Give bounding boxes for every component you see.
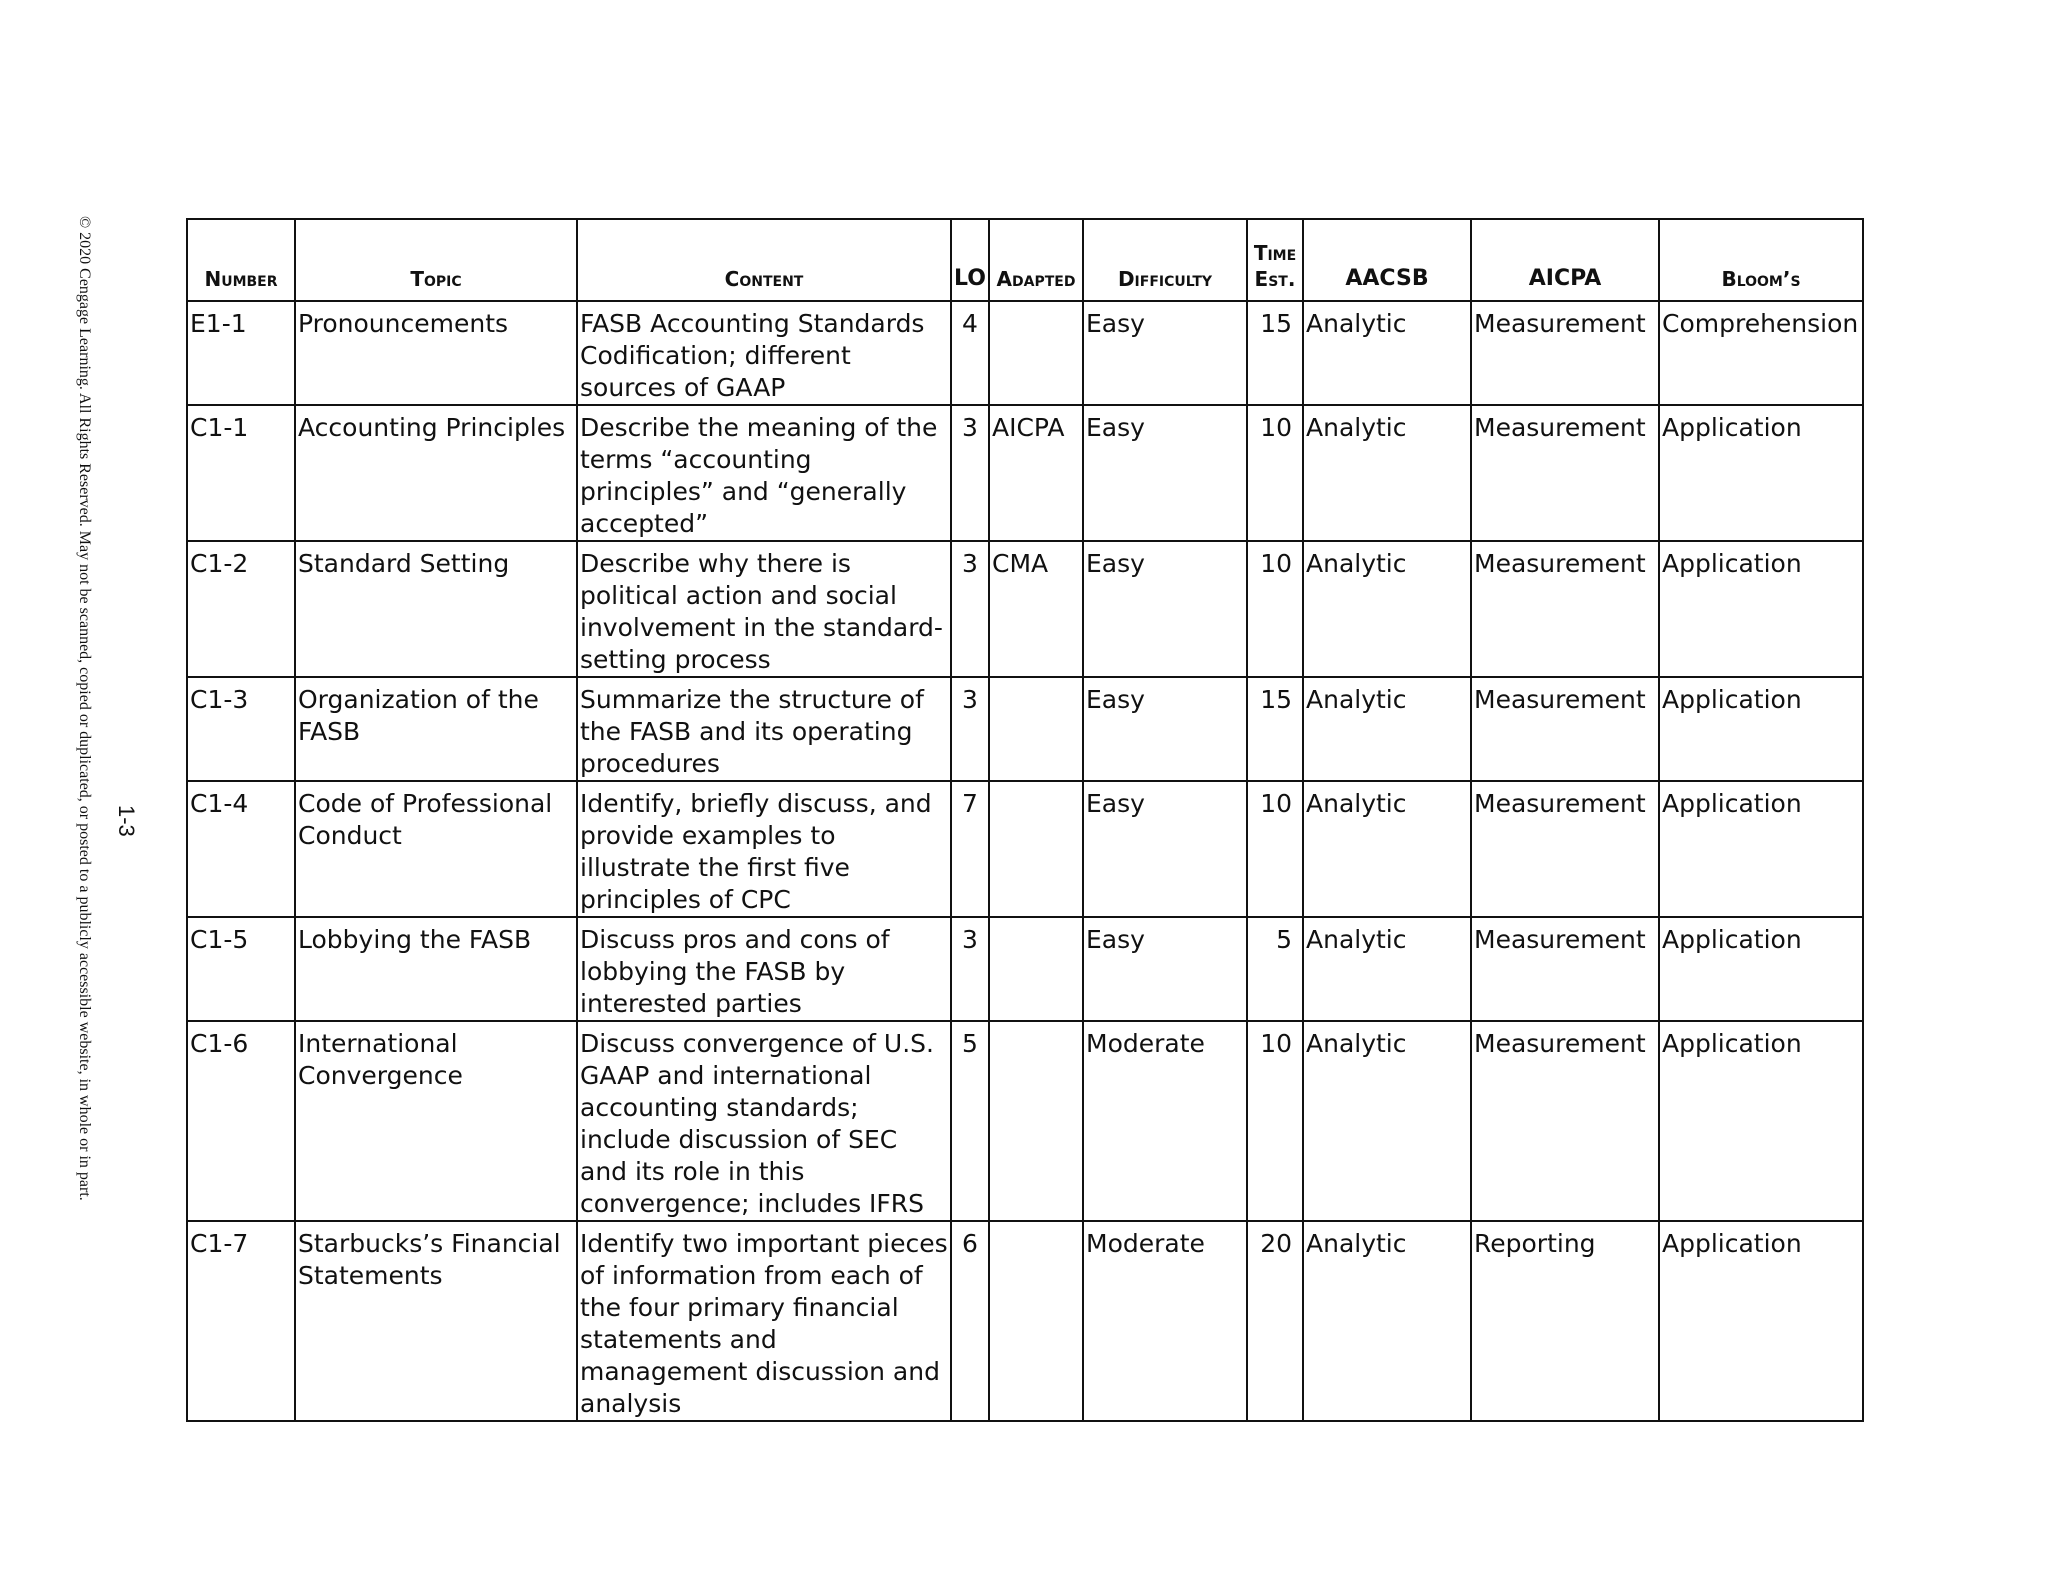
table-row <box>187 541 1863 677</box>
cell-time: 10 <box>1247 781 1303 917</box>
cell-number: C1-2 <box>187 541 295 677</box>
cell-blooms: Application <box>1659 1221 1863 1421</box>
header-content: Content <box>577 219 951 301</box>
cell-aicpa: Measurement <box>1471 541 1659 677</box>
assignment-table <box>186 218 1864 1422</box>
cell-time: 20 <box>1247 1221 1303 1421</box>
cell-blooms: Comprehension <box>1659 301 1863 405</box>
cell-lo: 3 <box>951 677 989 781</box>
cell-time: 10 <box>1247 1021 1303 1221</box>
cell-lo: 3 <box>951 405 989 541</box>
cell-aicpa: Measurement <box>1471 677 1659 781</box>
cell-content: Describe the meaning of the terms “accounting principles” and “generally accepted” <box>577 405 951 541</box>
cell-blooms: Application <box>1659 677 1863 781</box>
cell-difficulty: Easy <box>1083 301 1247 405</box>
header-aacsb: AACSB <box>1303 219 1471 301</box>
cell-difficulty: Easy <box>1083 405 1247 541</box>
cell-lo: 3 <box>951 917 989 1021</box>
cell-time: 15 <box>1247 301 1303 405</box>
cell-aacsb: Analytic <box>1303 1221 1471 1421</box>
cell-adapted <box>989 1021 1083 1221</box>
table-row <box>187 405 1863 541</box>
cell-content: FASB Accounting Standards Codification; different sources of GAAP <box>577 301 951 405</box>
cell-content: Describe why there is political action and social involvement in the standard-setting process <box>577 541 951 677</box>
cell-adapted <box>989 1221 1083 1421</box>
cell-number: C1-3 <box>187 677 295 781</box>
cell-topic: Accounting Principles <box>295 405 577 541</box>
cell-content: Discuss convergence of U.S. GAAP and international accounting standards; include discussion of SEC and its role in this convergence; includes IFRS <box>577 1021 951 1221</box>
cell-adapted <box>989 781 1083 917</box>
cell-adapted <box>989 917 1083 1021</box>
table-row <box>187 301 1863 405</box>
cell-content: Discuss pros and cons of lobbying the FASB by interested parties <box>577 917 951 1021</box>
cell-aacsb: Analytic <box>1303 917 1471 1021</box>
cell-adapted: CMA <box>989 541 1083 677</box>
header-time-line2: Est. <box>1254 267 1296 291</box>
cell-difficulty: Moderate <box>1083 1221 1247 1421</box>
cell-aicpa: Measurement <box>1471 301 1659 405</box>
cell-difficulty: Easy <box>1083 541 1247 677</box>
cell-topic: Starbucks’s Financial Statements <box>295 1221 577 1421</box>
cell-blooms: Application <box>1659 1021 1863 1221</box>
cell-topic: Organization of the FASB <box>295 677 577 781</box>
cell-lo: 7 <box>951 781 989 917</box>
page-number: 1-3 <box>114 805 139 837</box>
cell-number: E1-1 <box>187 301 295 405</box>
cell-aicpa: Measurement <box>1471 405 1659 541</box>
copyright-notice: © 2020 Cengage Learning. All Rights Reserved. May not be scanned, copied or duplicated, or posted to a publicly accessible website, in whole or in part. <box>76 216 93 1201</box>
cell-aacsb: Analytic <box>1303 301 1471 405</box>
cell-adapted <box>989 677 1083 781</box>
table-row <box>187 677 1863 781</box>
cell-adapted: AICPA <box>989 405 1083 541</box>
cell-number: C1-4 <box>187 781 295 917</box>
cell-topic: International Convergence <box>295 1021 577 1221</box>
cell-topic: Standard Setting <box>295 541 577 677</box>
cell-adapted <box>989 301 1083 405</box>
header-difficulty: Difficulty <box>1083 219 1247 301</box>
header-topic: Topic <box>295 219 577 301</box>
cell-topic: Code of Professional Conduct <box>295 781 577 917</box>
cell-number: C1-1 <box>187 405 295 541</box>
cell-aacsb: Analytic <box>1303 405 1471 541</box>
cell-aacsb: Analytic <box>1303 1021 1471 1221</box>
cell-lo: 6 <box>951 1221 989 1421</box>
cell-time: 10 <box>1247 541 1303 677</box>
cell-difficulty: Easy <box>1083 917 1247 1021</box>
cell-lo: 4 <box>951 301 989 405</box>
cell-difficulty: Easy <box>1083 677 1247 781</box>
cell-time: 15 <box>1247 677 1303 781</box>
cell-time: 5 <box>1247 917 1303 1021</box>
table-row <box>187 917 1863 1021</box>
cell-aicpa: Measurement <box>1471 781 1659 917</box>
cell-aacsb: Analytic <box>1303 541 1471 677</box>
header-time-line1: Time <box>1253 241 1297 265</box>
header-adapted: Adapted <box>989 219 1083 301</box>
table-row <box>187 1221 1863 1421</box>
cell-blooms: Application <box>1659 781 1863 917</box>
header-aicpa: AICPA <box>1471 219 1659 301</box>
cell-number: C1-6 <box>187 1021 295 1221</box>
cell-content: Identify, briefly discuss, and provide examples to illustrate the first five principles of CPC <box>577 781 951 917</box>
cell-blooms: Application <box>1659 917 1863 1021</box>
cell-difficulty: Moderate <box>1083 1021 1247 1221</box>
cell-aicpa: Measurement <box>1471 1021 1659 1221</box>
header-blooms: Bloom’s <box>1659 219 1863 301</box>
cell-number: C1-5 <box>187 917 295 1021</box>
cell-aicpa: Reporting <box>1471 1221 1659 1421</box>
cell-blooms: Application <box>1659 405 1863 541</box>
cell-topic: Lobbying the FASB <box>295 917 577 1021</box>
cell-aacsb: Analytic <box>1303 781 1471 917</box>
cell-blooms: Application <box>1659 541 1863 677</box>
header-time-est <box>1247 219 1303 301</box>
cell-aacsb: Analytic <box>1303 677 1471 781</box>
header-lo: LO <box>951 219 989 301</box>
cell-number: C1-7 <box>187 1221 295 1421</box>
cell-difficulty: Easy <box>1083 781 1247 917</box>
cell-topic: Pronouncements <box>295 301 577 405</box>
cell-time: 10 <box>1247 405 1303 541</box>
table-row <box>187 781 1863 917</box>
cell-content: Summarize the structure of the FASB and its operating procedures <box>577 677 951 781</box>
cell-lo: 3 <box>951 541 989 677</box>
cell-lo: 5 <box>951 1021 989 1221</box>
header-row <box>187 219 1863 301</box>
cell-content: Identify two important pieces of information from each of the four primary financial statements and management discussion and analysis <box>577 1221 951 1421</box>
table-row <box>187 1021 1863 1221</box>
cell-aicpa: Measurement <box>1471 917 1659 1021</box>
header-number: Number <box>187 219 295 301</box>
